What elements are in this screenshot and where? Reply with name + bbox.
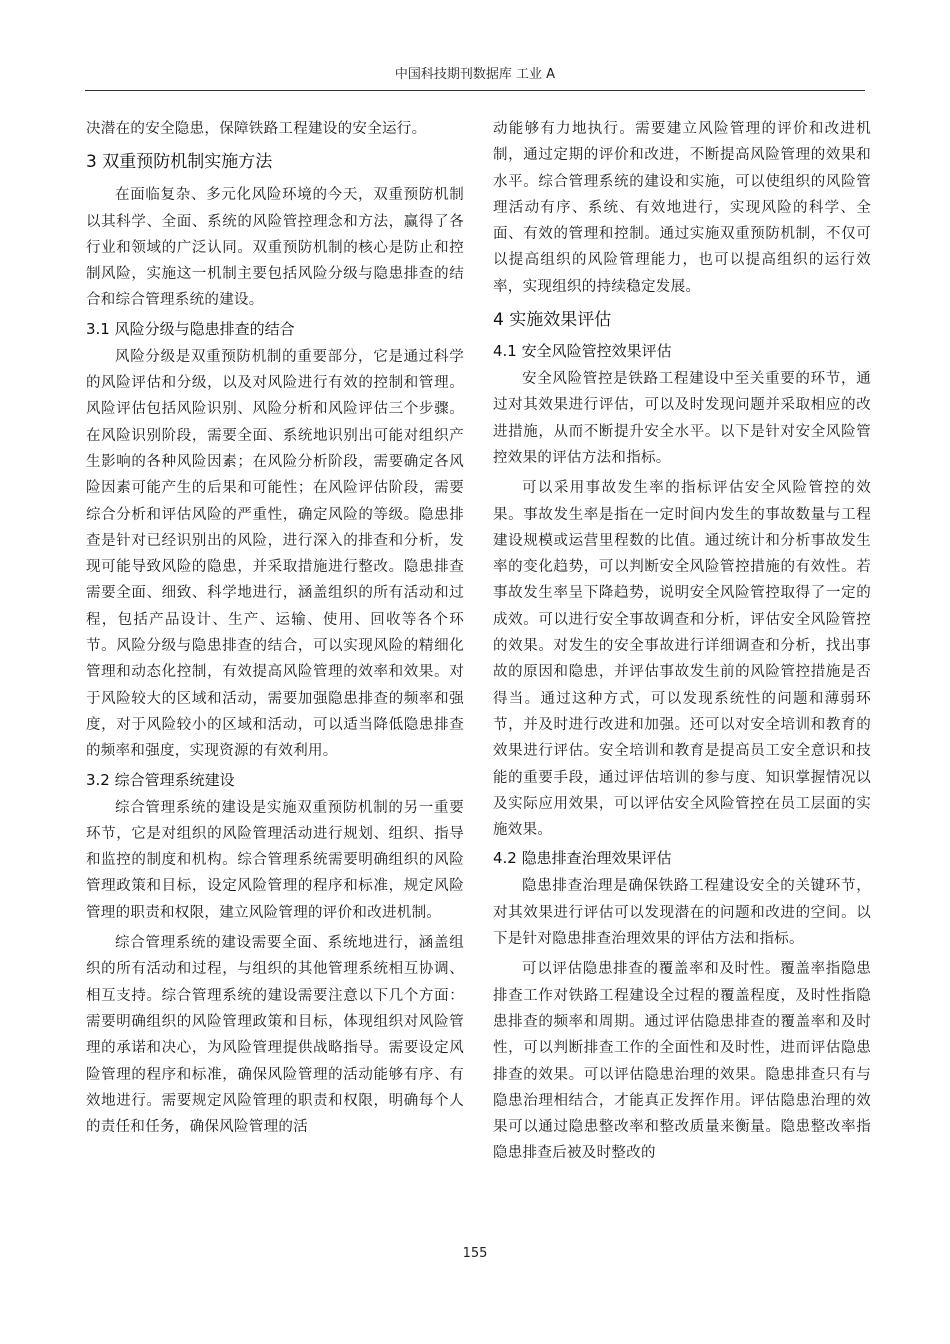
section-3-heading: 3 双重预防机制实施方法 xyxy=(86,152,273,173)
paragraph-continuation-right: 动能够有力地执行。需要建立风险管理的评价和改进机制，通过定期的评价和改进，不断提高风险管理的效果和水平。综合管理系统的建设和实施，可以使组织的风险管理活动有序、系统、有效地进行，实现风险的科学、全面、有效的管理和控制。通过实施双重预防机制，不仅可以提高组织的风险管理能力，也可以提高组织的运行效率，实现组织的持续稳定发展。 xyxy=(493,121,871,295)
section-3-paragraph: 在面临复杂、多元化风险环境的今天，双重预防机制以其科学、全面、系统的风险管控理念和方法，赢得了各行业和领域的广泛认同。双重预防机制的核心是防止和控制风险，实施这一机制主要包括风险分级与隐患排查的结合和综合管理系统的建设。 xyxy=(86,187,464,309)
section-3-2-paragraph-1: 综合管理系统的建设是实施双重预防机制的另一重要环节，它是对组织的风险管理活动进行规划、组织、指导和监控的制度和机构。综合管理系统需要明确组织的风险管理政策和目标，设定风险管理的程序和标准，规定风险管理的职责和权限，建立风险管理的评价和改进机制。 xyxy=(86,799,464,921)
section-4-1-paragraph-2: 可以采用事故发生率的指标评估安全风险管控的效果。事故发生率是指在一定时间内发生的事故数量与工程建设规模或运营里程数的比值。通过统计和分析事故发生率的变化趋势，可以判断安全风险管控措施的有效性。若事故发生率呈下降趋势，说明安全风险管控取得了一定的成效。可以进行安全事故调查和分析，评估安全风险管控的效果。对发生的安全事故进行详细调查和分析，找出事故的原因和隐患，并评估事故发生前的风险管控措施是否得当。通过这种方式，可以发现系统性的问题和薄弱环节，并及时进行改进和加强。还可以对安全培训和教育的效果进行评估。安全培训和教育是提高员工安全意识和技能的重要手段，通过评估培训的参与度、知识掌握情况以及实际应用效果，可以评估安全风险管控在员工层面的实施效果。 xyxy=(493,480,871,839)
section-3-2-heading: 3.2 综合管理系统建设 xyxy=(86,770,235,789)
section-4-2-paragraph-1: 隐患排查治理是确保铁路工程建设安全的关键环节，对其效果进行评估可以发现潜在的问题和改进的空间。以下是针对隐患排查治理效果的评估方法和指标。 xyxy=(493,878,871,948)
section-4-2-heading: 4.2 隐患排查治理效果评估 xyxy=(493,849,672,868)
section-4-2-paragraph-2: 可以评估隐患排查的覆盖率和及时性。覆盖率指隐患排查工作对铁路工程建设全过程的覆盖程度，及时性指隐患排查的频率和周期。通过评估隐患排查的覆盖率和及时性，可以判断排查工作的全面性和及时性，进而评估隐患排查的效果。可以评估隐患治理的效果。隐患排查只有与隐患治理相结合，才能真正发挥作用。评估隐患治理的效果可以通过隐患整改率和整改质量来衡量。隐患整改率指隐患排查后被及时整改的 xyxy=(493,961,871,1162)
section-4-heading: 4 实施效果评估 xyxy=(493,310,612,331)
running-header: 中国科技期刊数据库 工业 A xyxy=(85,64,865,91)
section-4-1-paragraph-1: 安全风险管控是铁路工程建设中至关重要的环节，通过对其效果进行评估，可以及时发现问题并采取相应的改进措施，从而不断提升安全水平。以下是针对安全风险管控效果的评估方法和指标。 xyxy=(493,371,871,466)
section-3-2-paragraph-2: 综合管理系统的建设需要全面、系统地进行，涵盖组织的所有活动和过程，与组织的其他管理系统相互协调、相互支持。综合管理系统的建设需要注意以下几个方面：需要明确组织的风险管理政策和目标，体现组织对风险管理的承诺和决心，为风险管理提供战略指导。需要设定风险管理的程序和标准，确保风险管理的活动能够有序、有效地进行。需要规定风险管理的职责和权限，明确每个人的责任和任务，确保风险管理的活 xyxy=(86,935,464,1136)
right-column xyxy=(493,116,871,1171)
section-3-1-paragraph: 风险分级是双重预防机制的重要部分，它是通过科学的风险评估和分级，以及对风险进行有效的控制和管理。风险评估包括风险识别、风险分析和风险评估三个步骤。在风险识别阶段，需要全面、系统地识别出可能对组织产生影响的各种风险因素；在风险分析阶段，需要确定各风险因素可能产生的后果和可能性；在风险评估阶段，需要综合分析和评估风险的严重性，确定风险的等级。隐患排查是针对已经识别出的风险，进行深入的排查和分析，发现可能导致风险的隐患，并采取措施进行整改。隐患排查需要全面、细致、科学地进行，涵盖组织的所有活动和过程，包括产品设计、生产、运输、使用、回收等各个环节。风险分级与隐患排查的结合，可以实现风险的精细化管理和动态化控制，有效提高风险管理的效率和效果。对于风险较大的区域和活动，需要加强隐患排查的频率和强度，对于风险较小的区域和活动，可以适当降低隐患排查的频率和强度，实现资源的有效利用。 xyxy=(86,348,464,760)
paragraph-continuation: 决潜在的安全隐患，保障铁路工程建设的安全运行。 xyxy=(86,121,427,137)
section-4-1-heading: 4.1 安全风险管控效果评估 xyxy=(493,342,672,361)
page-number: 155 xyxy=(462,1246,488,1261)
section-3-1-heading: 3.1 风险分级与隐患排查的结合 xyxy=(86,319,295,338)
left-column xyxy=(86,116,464,1144)
